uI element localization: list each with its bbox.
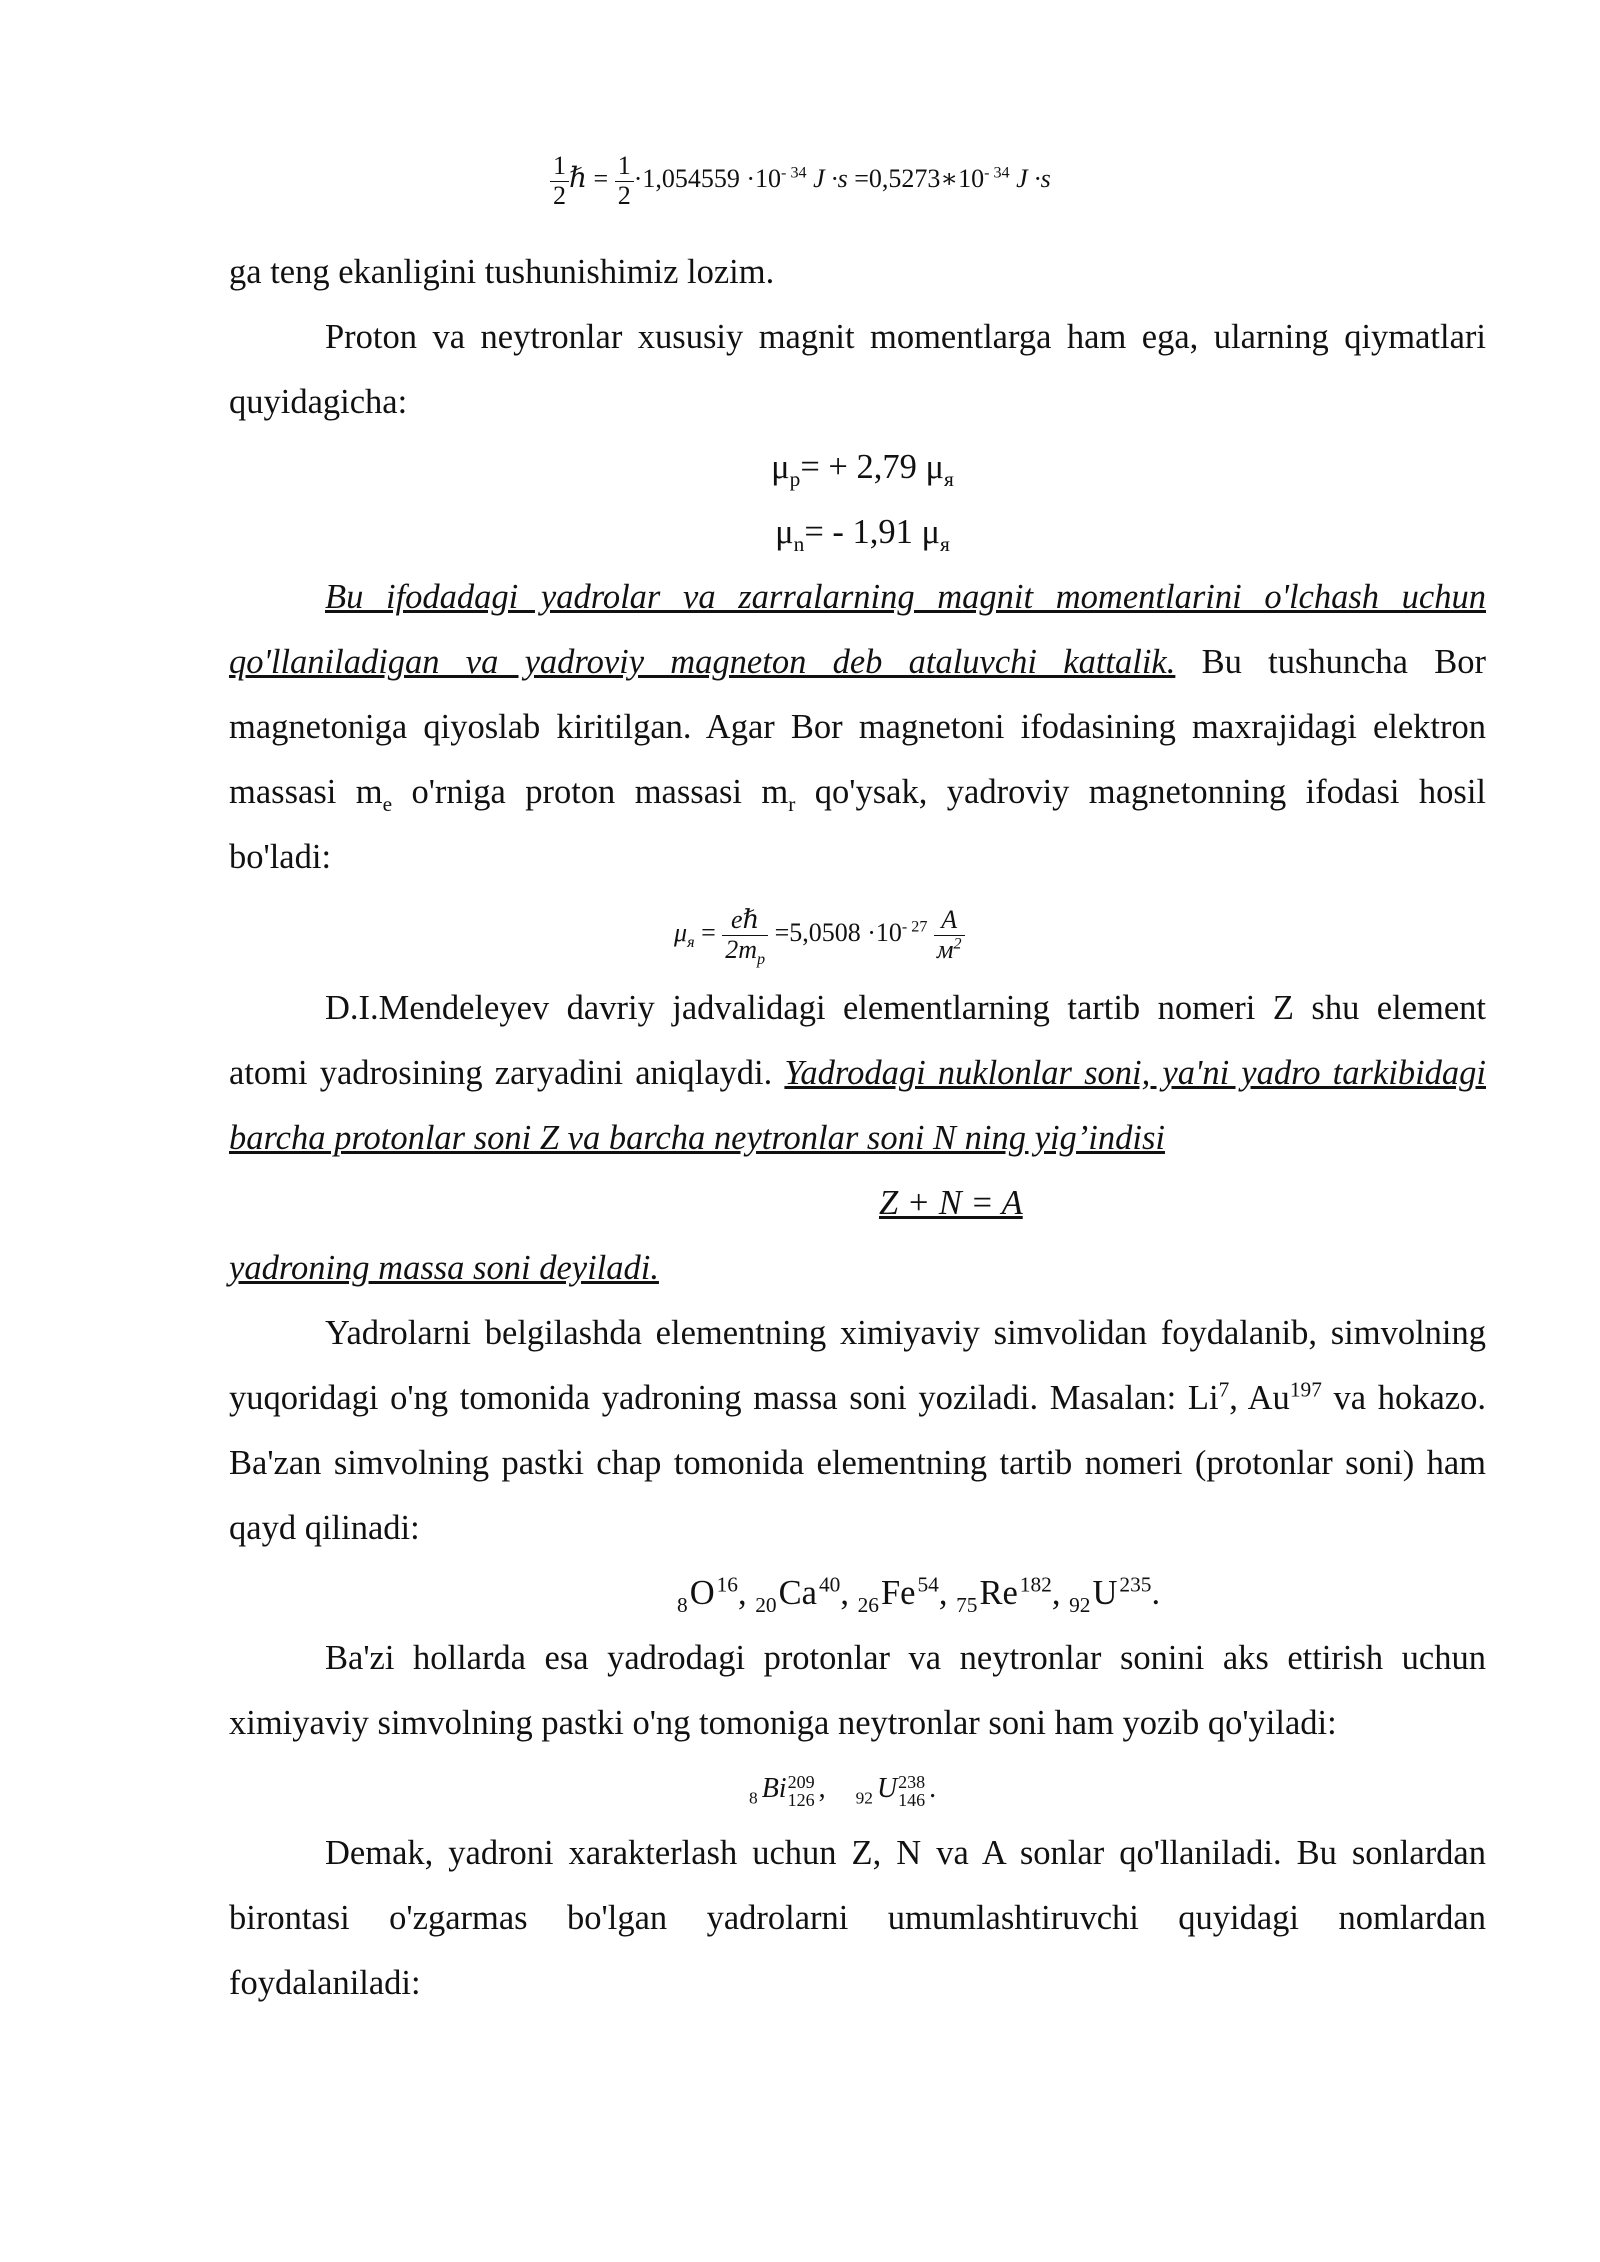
paragraph-8: Demak, yadroni xarakterlash uchun Z, N va A sonlar qo'llaniladi. Bu sonlardan birontasi o'zgarmas bo'lgan yadrolarni umumlashtiruvchi quyidagi nomlardan foydalaniladi: bbox=[229, 1834, 1486, 2002]
isotope-notation-list bbox=[229, 1561, 1486, 1626]
formula-mu-p: $\mu_p= + 2,79$ $\mu_я$ bbox=[771, 448, 954, 491]
isotope-bi-full: $_8$ Bi 209 126 , bbox=[749, 1771, 826, 1810]
text-block bbox=[229, 240, 1486, 2016]
paragraph-3: Bu ifodadagi yadrolar va zarralarning magnit momentlarini o'lchash uchun qo'llaniladigan va yadroviy magneton deb ataluvchi kattalik. Bu tushuncha Bor magnetoniga qiyoslab kiritilgan. Agar Bor magnetoni ifodasining maxrajidagi elektron massasi $m_e$ o'rniga proton massasi $m_r$ qo'ysak, yadroviy magnetonning ifodasi hosil bo'ladi: bbox=[229, 578, 1486, 876]
formula-mass-number: Z + N = A bbox=[879, 1184, 1023, 1222]
isotope-re: $_{75}Re^{182}$, bbox=[956, 1572, 1061, 1617]
paragraph-7: Ba'zi hollarda esa yadrodagi protonlar va neytronlar sonini aks ettirish uchun ximiyaviy simvolning pastki o'ng tomoniga neytronlar soni ham yozib qo'yiladi: bbox=[229, 1639, 1486, 1742]
paragraph-5: yadroning massa soni deyiladi. bbox=[229, 1249, 659, 1287]
fraction-eh-over-2mp: $\frac{\text{eℏ}}{2m_p}$ bbox=[722, 906, 768, 964]
paragraph-4: D.I.Mendeleyev davriy jadvalidagi elementlarning tartib nomeri Z shu element atomi yadrosining zaryadini aniqlaydi. Yadrodagi nuklonlar soni, ya'ni yadro tarkibidagi barcha protonlar soni Z va barcha neytronlar soni N ning yig’indisi bbox=[229, 989, 1486, 1157]
definition-mass-number: Yadrodagi nuklonlar soni, ya'ni yadro tarkibidagi barcha protonlar soni Z va barcha neytronlar soni N ning yig’indisi bbox=[229, 1054, 1486, 1157]
isotope-fe: $_{26}Fe^{54}$, bbox=[857, 1572, 948, 1617]
isotope-u: $_{92}U^{235}$. bbox=[1069, 1572, 1161, 1617]
formula-mu-n: $\mu_n= - 1,91$ $\mu_я$ bbox=[775, 513, 950, 556]
fraction-unit: $\frac{A}{м^2}$ bbox=[934, 906, 965, 964]
isotope-ca: $_{20}Ca^{40}$, bbox=[755, 1572, 849, 1617]
fraction-rhs: $\frac{1}{2}$ bbox=[615, 152, 634, 210]
paragraph-2: Proton va neytronlar xususiy magnit momentlarga ham ega, ularning qiymatlari quyidagicha: bbox=[229, 318, 1486, 421]
isotope-u-full: $_{92}$ U 238 146 . bbox=[855, 1771, 937, 1810]
hbar-symbol: ℏ bbox=[569, 163, 588, 195]
paragraph-1: ga teng ekanligini tushunishimiz lozim. bbox=[229, 253, 775, 291]
fraction-lhs: $\frac{1}{2}$ bbox=[550, 152, 569, 210]
isotope-o: $_8O^{16}$, bbox=[677, 1572, 747, 1617]
paragraph-6: Yadrolarni belgilashda elementning ximiyaviy simvolidan foydalanib, simvolning yuqoridagi o'ng tomonida yadroning massa soni yoziladi. Masalan: Li$^7$, Au$^{197}$ va hokazo. Ba'zan simvolning pastki chap tomonida elementning tartib nomeri (protonlar soni) ham qayd qilinadi: bbox=[229, 1314, 1486, 1547]
isotope-notation-with-neutrons bbox=[229, 1756, 1486, 1821]
definition-nuclear-magneton: Bu ifodadagi yadrolar va zarralarning magnit momentlarini o'lchash uchun qo'llaniladigan va yadroviy magneton deb ataluvchi kattalik. bbox=[229, 578, 1486, 681]
formula-hbar-half: $\frac{1}{2}$ ℏ = $\frac{1}{2}$ $\cdot 1,054559 \cdot 10^{- 34}$ $J \cdot s =0,5273∗10^{- 34}$ J ·s bbox=[550, 152, 1051, 210]
formula-nuclear-magneton: $\mu_я$ = $\frac{\text{eℏ}}{2m_p}$ $=5,0508 \cdot 10^{- 27}$ $\frac{A}{м^2}$ bbox=[229, 890, 1486, 976]
